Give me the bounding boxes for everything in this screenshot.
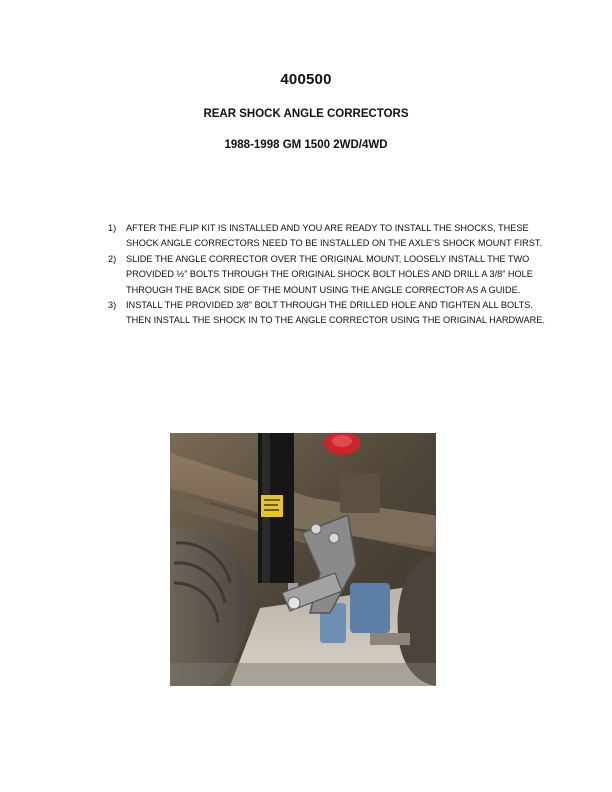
step-text: AFTER THE FLIP KIT IS INSTALLED AND YOU ARE READY TO INSTALL THE SHOCKS, THESE SHOCK ANGLE CORRECTORS NEED TO BE INSTALLED ON THE AXLE’S SHOCK MOUNT FIRST. [126,223,543,249]
step-text: INSTALL THE PROVIDED 3/8” BOLT THROUGH THE DRILLED HOLE AND TIGHTEN ALL BOLTS. THEN INSTALL THE SHOCK IN TO THE ANGLE CORRECTOR USING THE ORIGINAL HARDWARE. [126,300,545,326]
upper-bolt [311,524,321,534]
installation-photo-illustration [170,433,436,686]
step-text: SLIDE THE ANGLE CORRECTOR OVER THE ORIGINAL MOUNT, LOOSELY INSTALL THE TWO PROVIDED ½” BOLTS THROUGH THE ORIGINAL SHOCK BOLT HOLES AND DRILL A 3/8” HOLE THROUGH THE BACK SIDE OF THE MOUNT USING THE ANGLE CORRECTOR AS A GUIDE. [126,253,533,295]
step-item [108,298,548,329]
part-number-title: 400500 [280,71,332,88]
step-item [108,252,548,298]
vehicle-application-heading: 1988-1998 GM 1500 2WD/4WD [224,139,388,151]
lower-shock-bolt [288,597,300,609]
step-number: 1) [108,223,117,233]
installation-steps-list [108,221,548,329]
step-number: 3) [108,300,117,311]
product-name-heading: REAR SHOCK ANGLE CORRECTORS [203,108,409,120]
middle-bolt [329,533,339,543]
installed-shock-angle-corrector-photo [170,433,436,686]
step-item [108,221,548,252]
step-number: 2) [108,253,117,264]
blue-part [350,583,390,633]
